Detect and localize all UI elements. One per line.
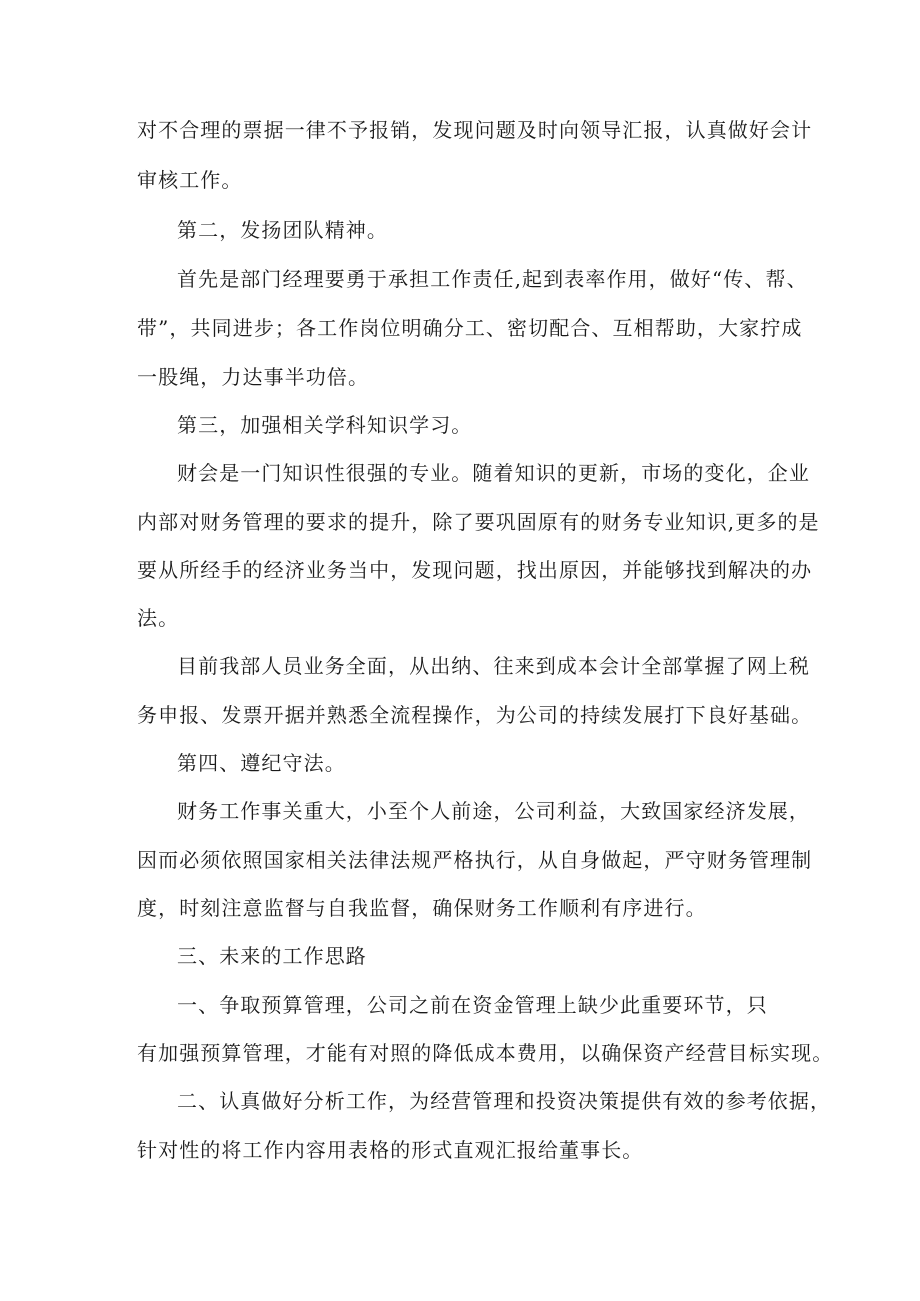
line-text: 内部对财务管理的要求的提升，除了要巩固原有的财务专业知识,更多的是 — [137, 510, 820, 534]
line-text: 带”，共同进步；各工作岗位明确分工、密切配合、互相帮助，大家拧成 — [137, 316, 803, 340]
text-line — [0, 457, 920, 489]
line-text: 第三，加强相关学科知识学习。 — [177, 413, 473, 437]
text-line — [0, 361, 920, 393]
line-text: 度，时刻注意监督与自我监督，确保财务工作顺利有序进行。 — [137, 896, 707, 920]
line-text: 第二，发扬团队精神。 — [177, 218, 388, 242]
line-text: 首先是部门经理要勇于承担工作责任,起到表率作用，做好“传、帮、 — [177, 267, 808, 291]
text-line — [0, 506, 920, 538]
line-text: 财会是一门知识性很强的专业。随着知识的更新，市场的变化，企业 — [177, 461, 810, 485]
line-text: 一、争取预算管理，公司之前在资金管理上缺少此重要环节，只 — [177, 993, 768, 1017]
text-line — [0, 1085, 920, 1117]
text-line — [0, 263, 920, 295]
line-text: 要从所经手的经济业务当中，发现问题，找出原因，并能够找到解决的办 — [137, 558, 813, 582]
line-text: 针对性的将工作内容用表格的形式直观汇报给董事长。 — [137, 1138, 644, 1162]
text-line — [0, 795, 920, 827]
section-heading — [0, 409, 920, 441]
section-heading — [0, 747, 920, 779]
text-line — [0, 312, 920, 344]
line-text: 法。 — [137, 606, 180, 630]
line-text: 审核工作。 — [137, 168, 243, 192]
text-line — [0, 989, 920, 1021]
line-text: 有加强预算管理，才能有对照的降低成本费用，以确保资产经营目标实现。 — [137, 1041, 834, 1065]
line-text: 三、未来的工作思路 — [177, 944, 367, 968]
line-text: 一股绳，力达事半功倍。 — [137, 365, 370, 389]
text-line — [0, 602, 920, 634]
text-line — [0, 699, 920, 731]
line-text: 财务工作事关重大，小至个人前途，公司利益，大致国家经济发展， — [177, 799, 810, 823]
text-line — [0, 844, 920, 876]
line-text: 因而必须依照国家相关法律法规严格执行，从自身做起，严守财务管理制 — [137, 848, 813, 872]
text-line — [0, 650, 920, 682]
text-line — [0, 1037, 920, 1069]
text-line — [0, 554, 920, 586]
line-text: 对不合理的票据一律不予报销，发现问题及时向领导汇报，认真做好会计 — [137, 118, 813, 142]
text-line — [0, 892, 920, 924]
text-line — [0, 164, 920, 196]
line-text: 目前我部人员业务全面，从出纳、往来到成本会计全部掌握了网上税 — [177, 654, 810, 678]
section-heading — [0, 214, 920, 246]
line-text: 二、认真做好分析工作，为经营管理和投资决策提供有效的参考依据， — [177, 1089, 832, 1113]
section-heading — [0, 940, 920, 972]
line-text: 务申报、发票开据并熟悉全流程操作，为公司的持续发展打下良好基础。 — [137, 703, 813, 727]
text-line — [0, 114, 920, 146]
text-line — [0, 1134, 920, 1166]
line-text: 第四、遵纪守法。 — [177, 751, 346, 775]
